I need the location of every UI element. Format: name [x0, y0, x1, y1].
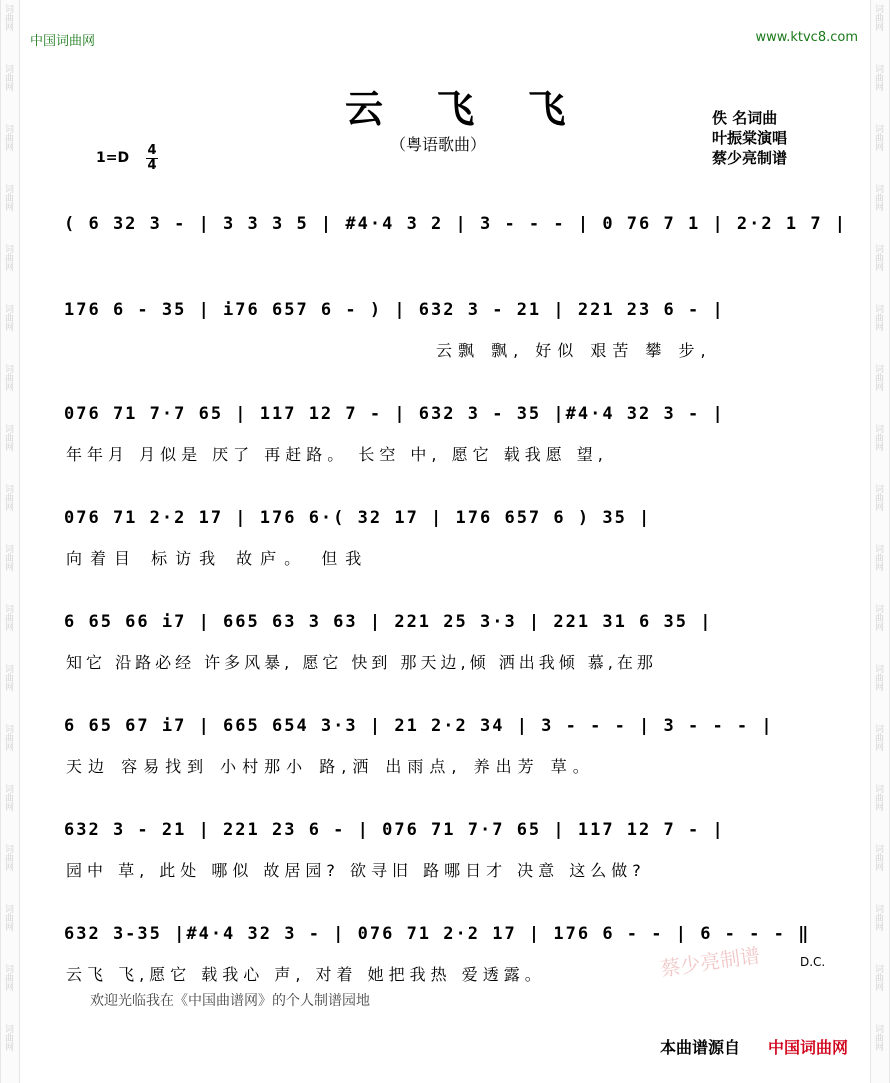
side-watermark-text: 词曲网 [3, 904, 13, 931]
song-subtitle: （粤语歌曲） [390, 135, 487, 154]
lyric-row-4: 向着目 标访我 故庐。 但我 [66, 549, 370, 568]
side-watermark-text: 词曲网 [3, 124, 13, 151]
footer-note: 欢迎光临我在《中国曲谱网》的个人制谱园地 [90, 993, 370, 1009]
side-watermark-text: 词曲网 [3, 724, 13, 751]
score-row-6: 6 65 67 i7 | 665 654 3·3 | 21 2·2 34 | 3 - - - | 3 - - - | [64, 716, 774, 736]
side-watermark-text: 词曲网 [873, 64, 883, 91]
side-watermark-text: 词曲网 [3, 784, 13, 811]
lyric-row-7: 园中 草, 此处 哪似 故居园? 欲寻旧 路哪日才 决意 这么做? [66, 861, 646, 880]
side-watermark-text: 词曲网 [873, 424, 883, 451]
side-watermark-text: 词曲网 [873, 784, 883, 811]
left-watermark-strip [0, 0, 20, 1083]
time-signature-bottom: 4 [147, 158, 157, 173]
side-watermark-text: 词曲网 [3, 964, 13, 991]
key-signature: 1=D [96, 150, 130, 166]
side-watermark-text: 词曲网 [873, 544, 883, 571]
transcriber-watermark: 蔡少亮制谱 [659, 943, 762, 981]
side-watermark-text: 词曲网 [873, 244, 883, 271]
side-watermark-text: 词曲网 [3, 4, 13, 31]
side-watermark-text: 词曲网 [873, 844, 883, 871]
side-watermark-text: 词曲网 [873, 4, 883, 31]
site-url-right[interactable]: www.ktvc8.com [755, 30, 858, 45]
credit-singer: 叶振棠演唱 [712, 129, 788, 147]
side-watermark-text: 词曲网 [3, 604, 13, 631]
score-row-1: ( 6 32 3 - | 3 3 3 5 | #4·4 3 2 | 3 - - - | 0 76 7 1 | 2·2 1 7 | [64, 214, 848, 234]
score-row-8: 632 3-35 |#4·4 32 3 - | 076 71 2·2 17 | 176 6 - - | 6 - - - ‖ [64, 924, 811, 944]
side-watermark-text: 词曲网 [873, 724, 883, 751]
side-watermark-text: 词曲网 [873, 964, 883, 991]
side-watermark-text: 词曲网 [3, 544, 13, 571]
side-watermark-text: 词曲网 [3, 64, 13, 91]
side-watermark-text: 词曲网 [3, 184, 13, 211]
side-watermark-text: 词曲网 [3, 664, 13, 691]
source-site-link[interactable]: 中国词曲网 [768, 1038, 849, 1057]
score-row-2: 176 6 - 35 | i76 657 6 - ) | 632 3 - 21 | 221 23 6 - | [64, 300, 725, 320]
lyric-row-5: 知它 沿路必经 许多风暴, 愿它 快到 那天边,倾 洒出我倾 慕,在那 [66, 653, 657, 672]
right-watermark-strip [870, 0, 890, 1083]
side-watermark-text: 词曲网 [873, 664, 883, 691]
credit-transcriber: 蔡少亮制谱 [712, 149, 788, 167]
lyric-row-2: 云飘 飘, 好似 艰苦 攀 步, [436, 341, 712, 360]
side-watermark-text: 词曲网 [873, 364, 883, 391]
side-watermark-text: 词曲网 [3, 424, 13, 451]
score-row-4: 076 71 2·2 17 | 176 6·( 32 17 | 176 657 6 ) 35 | [64, 508, 652, 528]
source-label: 本曲谱源自 [660, 1038, 741, 1057]
side-watermark-text: 词曲网 [3, 364, 13, 391]
side-watermark-text: 词曲网 [873, 184, 883, 211]
side-watermark-text: 词曲网 [873, 904, 883, 931]
da-capo-mark: D.C. [800, 955, 826, 969]
side-watermark-text: 词曲网 [3, 1024, 13, 1051]
time-signature [146, 144, 158, 173]
score-row-7: 632 3 - 21 | 221 23 6 - | 076 71 7·7 65 | 117 12 7 - | [64, 820, 725, 840]
credit-lyricist-composer: 佚 名词曲 [712, 109, 778, 127]
lyric-row-6: 天边 容易找到 小村那小 路,洒 出雨点, 养出芳 草。 [66, 757, 595, 776]
side-watermark-text: 词曲网 [3, 304, 13, 331]
side-watermark-text: 词曲网 [873, 1024, 883, 1051]
site-name-left[interactable]: 中国词曲网 [30, 34, 96, 49]
time-signature-top: 4 [147, 143, 157, 158]
side-watermark-text: 词曲网 [3, 244, 13, 271]
side-watermark-text: 词曲网 [873, 604, 883, 631]
side-watermark-text: 词曲网 [3, 484, 13, 511]
side-watermark-text: 词曲网 [3, 844, 13, 871]
side-watermark-text: 词曲网 [873, 304, 883, 331]
lyric-row-8: 云飞 飞,愿它 载我心 声, 对着 她把我热 爱透露。 [66, 965, 546, 984]
song-title: 云 飞 飞 [345, 86, 586, 131]
lyric-row-3: 年年月 月似是 厌了 再赶路。 长空 中, 愿它 载我愿 望, [66, 445, 608, 464]
side-watermark-text: 词曲网 [873, 484, 883, 511]
score-row-5: 6 65 66 i7 | 665 63 3 63 | 221 25 3·3 | 221 31 6 35 | [64, 612, 713, 632]
credits [712, 108, 787, 168]
side-watermark-text: 词曲网 [873, 124, 883, 151]
score-row-3: 076 71 7·7 65 | 117 12 7 - | 632 3 - 35 |#4·4 32 3 - | [64, 404, 725, 424]
